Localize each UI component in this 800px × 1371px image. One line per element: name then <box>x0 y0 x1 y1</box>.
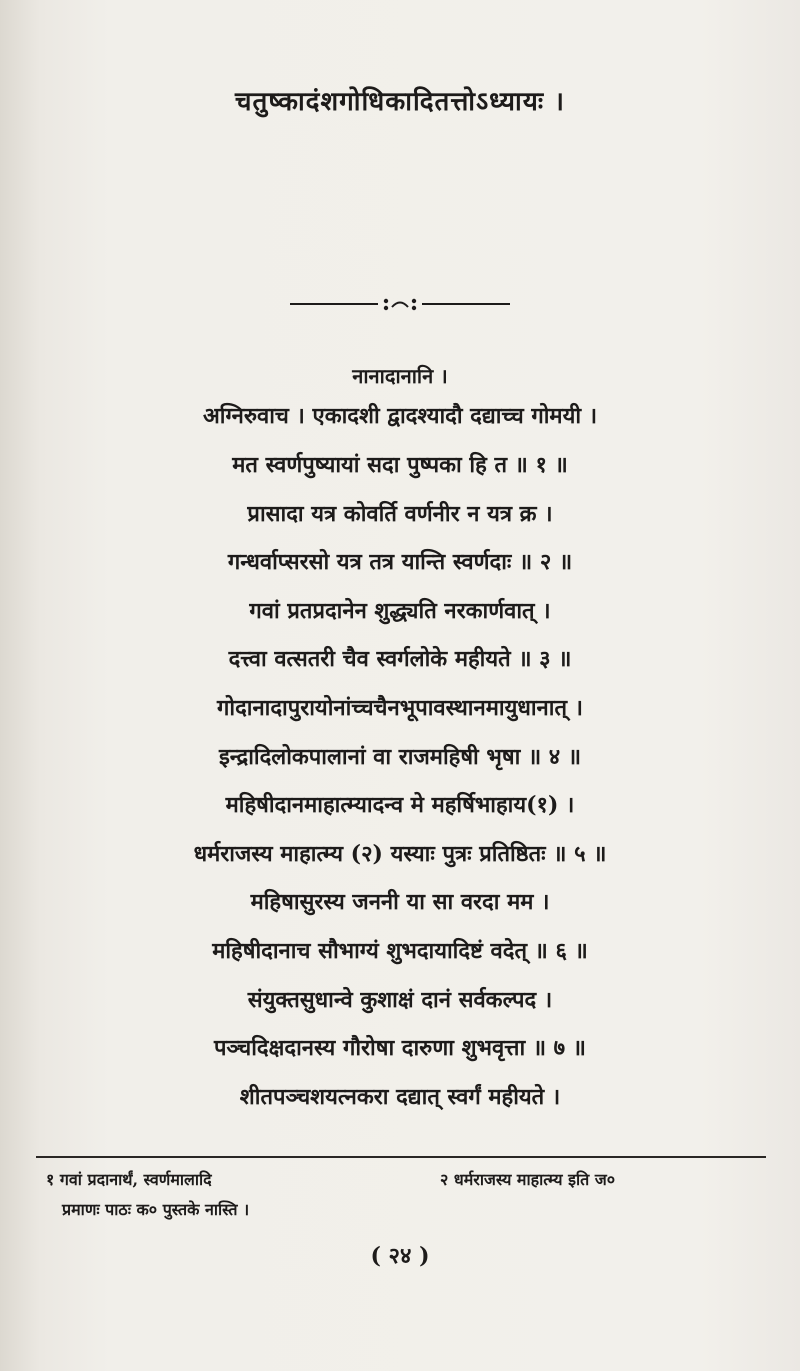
verse-line: धर्मराजस्य माहात्म्य (२) यस्याः पुत्रः प्रतिष्ठितः ॥ ५ ॥ <box>193 841 607 867</box>
verse-line: दत्त्वा वत्सतरी चैव स्वर्गलोके महीयते ॥ ३ ॥ <box>228 646 572 672</box>
footnote-1: १ गवां प्रदानार्थं, स्वर्णमालादि <box>46 1170 212 1189</box>
verse-line: इन्द्रादिलोकपालानां वा राजमहिषी भृषा ॥ ४ ॥ <box>218 744 582 770</box>
footnote-2: २ धर्मराजस्य माहात्म्य इति ज० <box>440 1170 616 1189</box>
verse-line: महिषीदानाच सौभाग्यं शुभदायादिष्टं वदेत् ॥ ६ ॥ <box>212 938 588 964</box>
verse-line: संयुक्तसुधान्वे कुशाक्षं दानं सर्वकल्पद । <box>247 987 553 1013</box>
verse-line: गोदानादापुरायोनांच्चचैनभूपावस्थानमायुधानात् । <box>216 695 584 721</box>
verse-line: मत स्वर्णपुष्यायां सदा पुष्पका हि त ॥ १ ॥ <box>232 452 568 478</box>
page-number: ( २४ ) <box>370 1243 430 1269</box>
verse-line: अग्निरुवाच । एकादशी द्वादश्यादौ दद्याच्च गोमयी । <box>202 403 598 429</box>
verse-line: गवां प्रतप्रदानेन शुद्ध्यति नरकार्णवात् । <box>249 598 551 624</box>
section-heading: नानादानानि । <box>352 364 448 388</box>
verse-line: प्रासादा यत्र कोवर्ति वर्णनीर न यत्र क्र । <box>247 501 553 527</box>
footnote-1-continued: प्रमाणः पाठः क० पुस्तके नास्ति । <box>62 1200 250 1219</box>
verse-line: महिषासुरस्य जननी या सा वरदा मम । <box>250 889 550 915</box>
verse-line: गन्धर्वाप्सरसो यत्र तत्र यान्ति स्वर्णदाः ॥ २ ॥ <box>227 549 573 575</box>
ornament-divider <box>290 296 510 312</box>
footnote-divider <box>36 1156 766 1158</box>
verse-line: पञ्चदिक्षदानस्य गौरोषा दारुणा शुभवृत्ता ॥ ७ ॥ <box>214 1035 586 1061</box>
verse-line: शीतपञ्चशयत्नकरा दद्यात्‌ स्वर्गं महीयते । <box>239 1084 561 1110</box>
chapter-title: चतुष्कादंशगोधिकादितत्तोऽध्यायः । <box>234 87 565 117</box>
verse-line: महिषीदानमाहात्म्यादन्व मे महर्षिभाहाय(१) । <box>225 792 575 818</box>
